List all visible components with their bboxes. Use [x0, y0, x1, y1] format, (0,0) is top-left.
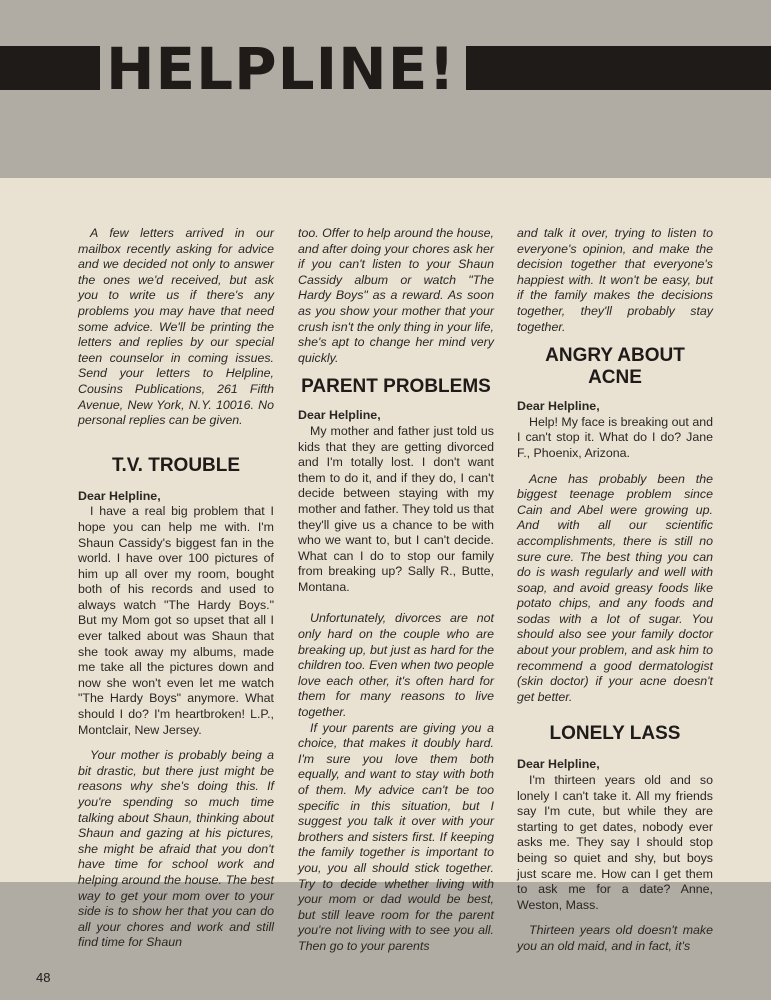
column-2	[298, 226, 494, 955]
reply-text: Your mother is probably being a bit drastic, but there just might be reasons why she's doing this. If you're spending so much time talking about Shaun, thinking about Shaun and gazing at his pictures, she might be afraid that you don't have time for school work and helping around the house. The best way to get your mom over to your side is to show her that you can do all your chores and work and still find time for Shaun	[78, 748, 274, 950]
reply-text: Acne has probably been the biggest teenage problem since Cain and Abel were growing up. And with all our scientific accomplishments, there is still no sure cure. The best thing you can do is wash regularly and well with soap, and avoid greasy foods like potato chips, and any foods and sodas with a lot of sugar. You should also see your family doctor about your problem, and ask him to recommend a good dermatologist (skin doctor) if your acne doesn't get better.	[517, 471, 713, 704]
section-heading-tv-trouble: T.V. TROUBLE	[111, 454, 241, 476]
reply-text: If your parents are giving you a choice, that makes it doubly hard. I'm sure you love them both equally, and want to stay with both of them. My advice can't be too specific in this situation, but I suggest you talk it over with your brothers and sisters first. If keeping the family together is important to you, you all should stick together. Try to decide whether living with your mom or dad would be best, but still leave room for the parent you're not living with to see you all. Then go to your parents	[298, 720, 494, 953]
article-panel	[0, 178, 771, 953]
title-bar-left	[0, 46, 100, 90]
section-heading-lonely-lass: LONELY LASS	[549, 723, 681, 745]
letter-text: I have a real big problem that I hope you can help me with. I'm Shaun Cassidy's biggest fan in the world. I have over 100 pictures of him up all over my room, bought both of his records and used to always watch "The Hardy Boys." But my Mom got so upset that all I ever talked about was Shaun that she took away my albums, made me take all the pictures down and now she won't even let me watch "The Hardy Boys" anymore. What should I do? I'm heartbroken! L.P., Montclair, New Jersey.	[78, 504, 274, 737]
section-heading-parent-problems: PARENT PROBLEMS	[301, 376, 491, 398]
column-3	[517, 226, 713, 955]
letter-text: I'm thirteen years old and so lonely I can't take it. All my friends say I'm cute, but while they are starting to get dates, nobody ever asks me. They say I should stop being so quiet and shy, but boys just scare me. How can I get them to ask me for a date? Anne, Weston, Mass.	[517, 773, 713, 912]
title-band	[0, 35, 771, 103]
title-bar-right	[466, 46, 771, 90]
letter-text: Help! My face is breaking out and I can't stop it. What do I do? Jane F., Phoenix, Arizona.	[517, 414, 713, 460]
page-number: 48	[36, 970, 51, 985]
reply-text: Unfortunately, divorces are not only hard on the couple who are breaking up, but just as hard for the children too. Even when two people love each other, it's often hard for them for many reasons to live together.	[298, 611, 494, 720]
page-title: HELPLINE!	[106, 35, 456, 103]
salutation: Dear Helpline,	[517, 399, 600, 414]
section-heading-angry-about-acne: ANGRY ABOUT ACNE	[545, 345, 685, 389]
intro-text: A few letters arrived in our mailbox recently asking for advice and we decided not only to answer the ones we'd received, but ask you to write us if there's any problems you may have that need some advice. We'll be printing the letters and replies by our special teen counselor in coming issues. Send your letters to Helpline, Cousins Publications, 261 Fifth Avenue, New York, N.Y. 10016. No personal replies can be given.	[78, 226, 274, 428]
letter-text: My mother and father just told us kids that they are getting divorced and I'm totally lost. I don't want them to do it, and if they do, I can't decide between staying with my mother and father. They told us that they'll give us a chance to be with who we want to, but I can't decide. What can I do to stop our family from breaking up? Sally R., Butte, Montana.	[298, 423, 494, 594]
reply-continuation: and talk it over, trying to listen to everyone's opinion, and make the decision together that everyone's happiest with. It won't be easy, but if the family makes the decisions together, they'll probably stay together.	[517, 226, 713, 334]
reply-continuation: too. Offer to help around the house, and after doing your chores ask her if you can't listen to your Shaun Cassidy album or watch "The Hardy Boys" as a reward. As soon as you show your mother that your crush isn't the only thing in your life, she's apt to change her mind very quickly.	[298, 226, 494, 365]
column-1	[78, 226, 274, 951]
salutation: Dear Helpline,	[78, 488, 161, 503]
salutation: Dear Helpline,	[517, 757, 600, 772]
reply-text: Thirteen years old doesn't make you an old maid, and in fact, it's	[517, 923, 713, 953]
salutation: Dear Helpline,	[298, 408, 381, 423]
